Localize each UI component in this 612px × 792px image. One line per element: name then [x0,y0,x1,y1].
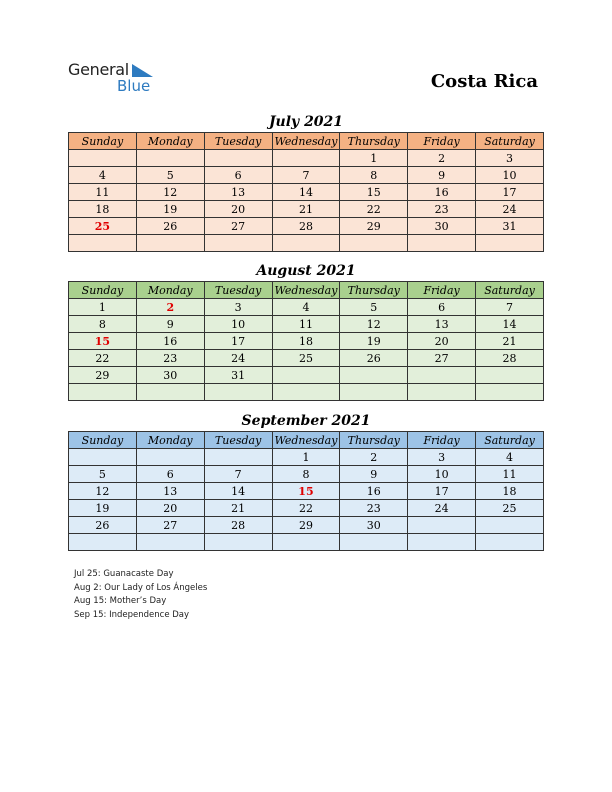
day-cell: 27 [408,350,476,367]
day-cell: 11 [69,184,137,201]
week-row [69,534,544,551]
day-cell [204,150,272,167]
day-cell: 29 [272,517,340,534]
day-cell: 6 [136,466,204,483]
day-cell: 22 [69,350,137,367]
weekday-header: Thursday [340,133,408,150]
day-cell [136,235,204,252]
weekday-header: Tuesday [204,133,272,150]
day-cell: 26 [69,517,137,534]
weekday-header: Tuesday [204,282,272,299]
day-cell: 7 [272,167,340,184]
day-cell: 13 [408,316,476,333]
weekday-header: Saturday [476,282,544,299]
weekday-header: Wednesday [272,432,340,449]
day-cell: 25 [476,500,544,517]
weekday-header: Monday [136,432,204,449]
day-cell [204,534,272,551]
weekday-header: Friday [408,282,476,299]
week-row [69,384,544,401]
day-cell [408,384,476,401]
day-cell: 18 [272,333,340,350]
day-cell [69,449,137,466]
holiday-note: Jul 25: Guanacaste Day [74,569,174,579]
day-cell: 23 [136,350,204,367]
day-cell: 21 [476,333,544,350]
day-cell: 24 [476,201,544,218]
weekday-header: Tuesday [204,432,272,449]
week-row [69,235,544,252]
weekday-header: Wednesday [272,282,340,299]
day-cell: 8 [272,466,340,483]
day-cell: 15 [69,333,137,350]
holiday-notes [74,568,207,622]
day-cell: 6 [408,299,476,316]
day-cell [204,235,272,252]
week-row [69,333,544,350]
day-cell: 19 [69,500,137,517]
weekday-header: Friday [408,432,476,449]
day-cell: 31 [476,218,544,235]
day-cell: 7 [476,299,544,316]
day-cell [476,517,544,534]
day-cell: 20 [204,201,272,218]
day-cell [136,384,204,401]
week-row [69,466,544,483]
month-table [68,132,544,252]
day-cell: 27 [136,517,204,534]
day-cell: 18 [69,201,137,218]
day-cell: 11 [272,316,340,333]
day-cell: 3 [408,449,476,466]
day-cell [272,367,340,384]
day-cell [69,150,137,167]
day-cell: 20 [408,333,476,350]
day-cell [69,235,137,252]
day-cell: 27 [204,218,272,235]
day-cell: 29 [69,367,137,384]
day-cell [476,384,544,401]
day-cell [69,384,137,401]
logo [68,60,168,100]
holiday-note: Sep 15: Independence Day [74,609,190,620]
day-cell: 20 [136,500,204,517]
weekday-header: Saturday [476,133,544,150]
day-cell: 1 [272,449,340,466]
day-cell [272,150,340,167]
month-jul [68,112,544,252]
month-aug [68,261,544,401]
day-cell: 7 [204,466,272,483]
month-table [68,431,544,551]
weekday-header: Friday [408,133,476,150]
weekday-header: Monday [136,133,204,150]
day-cell: 4 [69,167,137,184]
day-cell: 19 [340,333,408,350]
day-cell: 12 [69,483,137,500]
day-cell [340,534,408,551]
day-cell [476,367,544,384]
day-cell [136,449,204,466]
day-cell: 21 [272,201,340,218]
day-cell: 30 [136,367,204,384]
week-row [69,218,544,235]
month-title: July 2021 [268,114,344,130]
day-cell: 25 [272,350,340,367]
day-cell: 8 [340,167,408,184]
day-cell [272,384,340,401]
day-cell [69,534,137,551]
day-cell: 9 [408,167,476,184]
day-cell: 22 [272,500,340,517]
day-cell: 25 [69,218,137,235]
day-cell: 5 [340,299,408,316]
day-cell: 19 [136,201,204,218]
day-cell [204,449,272,466]
week-row [69,299,544,316]
country-title: Costa Rica [430,71,538,92]
day-cell: 12 [136,184,204,201]
day-cell [204,384,272,401]
month-title: September 2021 [241,413,371,429]
day-cell: 6 [204,167,272,184]
day-cell: 2 [340,449,408,466]
day-cell: 10 [204,316,272,333]
day-cell: 1 [69,299,137,316]
day-cell: 17 [476,184,544,201]
day-cell [136,150,204,167]
day-cell: 14 [476,316,544,333]
week-row [69,500,544,517]
weekday-header: Saturday [476,432,544,449]
day-cell [340,367,408,384]
day-cell: 3 [204,299,272,316]
day-cell: 26 [340,350,408,367]
weekday-header-row [69,432,544,449]
weekday-header: Sunday [69,133,137,150]
logo-general-text: General [68,60,129,79]
day-cell: 17 [204,333,272,350]
week-row [69,201,544,218]
weekday-header: Thursday [340,282,408,299]
logo-triangle-icon [132,64,154,78]
day-cell: 1 [340,150,408,167]
weekday-header: Thursday [340,432,408,449]
day-cell: 4 [476,449,544,466]
day-cell: 30 [408,218,476,235]
day-cell: 5 [69,466,137,483]
day-cell: 9 [340,466,408,483]
day-cell: 26 [136,218,204,235]
day-cell: 2 [136,299,204,316]
month-sep [68,411,544,551]
day-cell [476,235,544,252]
day-cell: 24 [408,500,476,517]
day-cell: 28 [476,350,544,367]
day-cell: 23 [408,201,476,218]
day-cell: 16 [408,184,476,201]
day-cell: 21 [204,500,272,517]
week-row [69,517,544,534]
day-cell: 28 [272,218,340,235]
week-row [69,184,544,201]
day-cell: 3 [476,150,544,167]
day-cell [272,534,340,551]
day-cell: 31 [204,367,272,384]
holiday-note: Aug 15: Mother’s Day [74,596,167,606]
day-cell: 4 [272,299,340,316]
day-cell: 14 [272,184,340,201]
day-cell: 2 [408,150,476,167]
day-cell [136,534,204,551]
day-cell [408,235,476,252]
day-cell: 8 [69,316,137,333]
week-row [69,167,544,184]
day-cell: 16 [136,333,204,350]
day-cell: 23 [340,500,408,517]
day-cell [408,367,476,384]
day-cell: 14 [204,483,272,500]
day-cell [408,517,476,534]
day-cell: 15 [340,184,408,201]
weekday-header: Sunday [69,282,137,299]
week-row [69,150,544,167]
day-cell: 5 [136,167,204,184]
month-title: August 2021 [256,263,356,279]
day-cell: 30 [340,517,408,534]
day-cell [340,235,408,252]
week-row [69,367,544,384]
day-cell: 13 [204,184,272,201]
week-row [69,316,544,333]
holiday-note: Aug 2: Our Lady of Los Ángeles [74,582,208,593]
weekday-header-row [69,282,544,299]
day-cell: 11 [476,466,544,483]
day-cell: 16 [340,483,408,500]
day-cell: 9 [136,316,204,333]
weekday-header: Wednesday [272,133,340,150]
day-cell: 24 [204,350,272,367]
day-cell: 22 [340,201,408,218]
day-cell: 29 [340,218,408,235]
day-cell: 15 [272,483,340,500]
logo-blue-text: Blue [117,77,151,95]
weekday-header: Sunday [69,432,137,449]
weekday-header-row [69,133,544,150]
day-cell: 17 [408,483,476,500]
day-cell: 18 [476,483,544,500]
day-cell: 12 [340,316,408,333]
week-row [69,449,544,466]
day-cell [272,235,340,252]
day-cell: 28 [204,517,272,534]
day-cell: 10 [476,167,544,184]
day-cell [340,384,408,401]
day-cell [408,534,476,551]
week-row [69,350,544,367]
week-row [69,483,544,500]
weekday-header: Monday [136,282,204,299]
day-cell: 10 [408,466,476,483]
month-table [68,281,544,401]
day-cell [476,534,544,551]
day-cell: 13 [136,483,204,500]
